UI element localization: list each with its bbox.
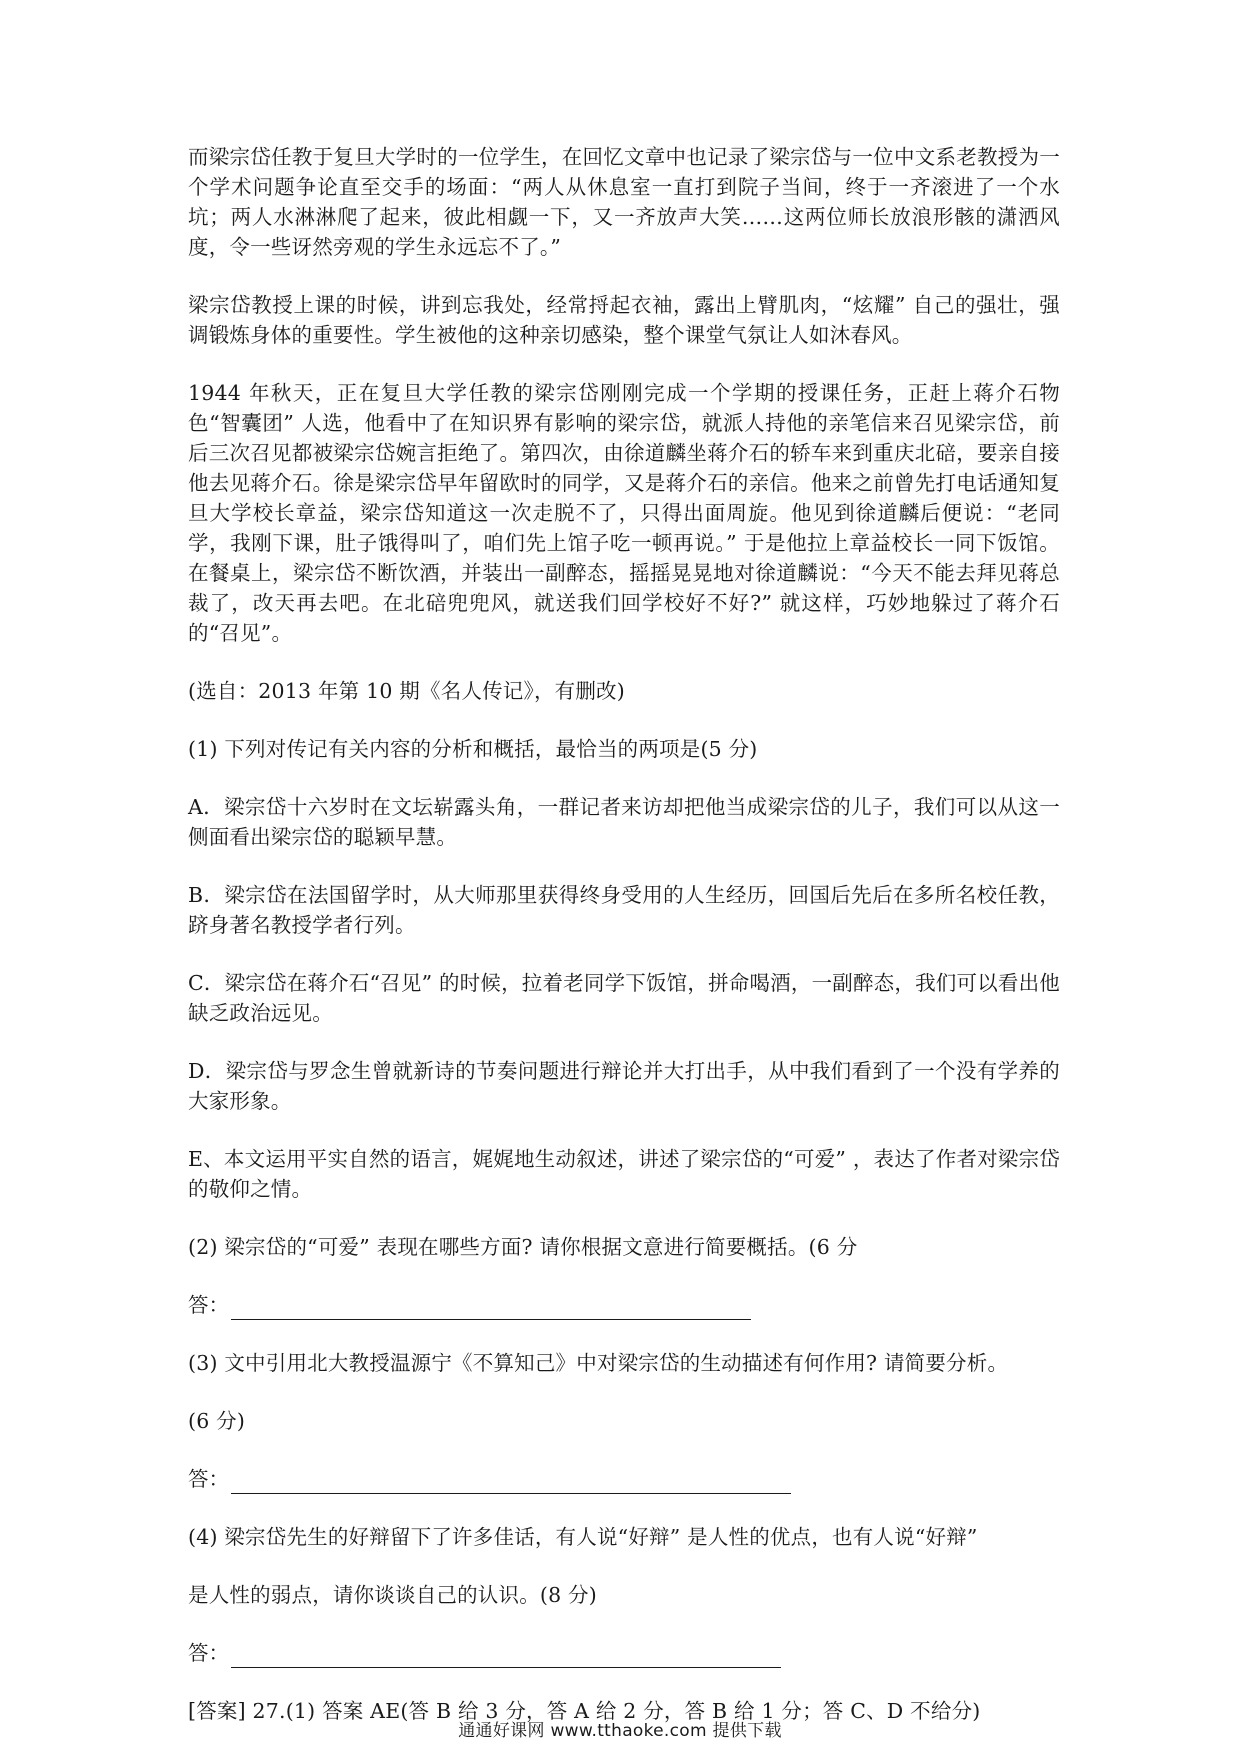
answer-blank[interactable] xyxy=(231,1645,781,1668)
question-3-score: (6 分) xyxy=(188,1409,246,1433)
paragraph-classroom: 梁宗岱教授上课的时候，讲到忘我处，经常捋起衣袖，露出上臂肌肉，“炫耀” 自己的强壮，强调锻炼身体的重要性。学生被他的这种亲切感染，整个课堂气氛让人如沐春风。 xyxy=(188,293,1060,347)
option-d: D．梁宗岱与罗念生曾就新诗的节奏问题进行辩论并大打出手，从中我们看到了一个没有学养的大家形象。 xyxy=(188,1059,1060,1113)
answer-blank[interactable] xyxy=(231,1471,791,1494)
paragraph-student-memoir: 而梁宗岱任教于复旦大学时的一位学生，在回忆文章中也记录了梁宗岱与一位中文系老教授为一个学术问题争论直至交手的场面：“两人从休息室一直打到院子当间，终于一齐滚进了一个水坑；两人水淋淋爬了起来，彼此相觑一下，又一齐放声大笑……这两位师长放浪形骸的潇洒风度，令一些讶然旁观的学生永远忘不了。” xyxy=(188,145,1060,259)
page-footer: 通通好课网 www.tthaoke.com 提供下载 xyxy=(458,1721,782,1741)
option-c: C．梁宗岱在蒋介石“召见” 的时候，拉着老同学下饭馆，拼命喝酒，一副醉态，我们可以看出他缺乏政治远见。 xyxy=(188,971,1060,1025)
document-page xyxy=(188,142,1060,1754)
question-1-stem: (1) 下列对传记有关内容的分析和概括，最恰当的两项是(5 分) xyxy=(188,737,758,761)
question-2-stem: (2) 梁宗岱的“可爱” 表现在哪些方面? 请你根据文意进行简要概括。(6 分 xyxy=(188,1235,858,1259)
answer-key: [答案] 27.(1) 答案 AE(答 B 给 3 分，答 A 给 2 分，答 B 给 1 分；答 C、D 不给分) xyxy=(188,1699,981,1723)
option-a: A．梁宗岱十六岁时在文坛崭露头角，一群记者来访却把他当成梁宗岱的儿子，我们可以从这一侧面看出梁宗岱的聪颖早慧。 xyxy=(188,795,1060,849)
answer-line-q2[interactable] xyxy=(188,1290,1060,1320)
answer-label: 答： xyxy=(188,1293,229,1317)
answer-label: 答： xyxy=(188,1467,229,1491)
option-e: E、本文运用平实自然的语言，娓娓地生动叙述，讲述了梁宗岱的“可爱” ，表达了作者对梁宗岱的敬仰之情。 xyxy=(188,1147,1060,1201)
question-4-stem: (4) 梁宗岱先生的好辩留下了许多佳话，有人说“好辩” 是人性的优点，也有人说“好辩” xyxy=(188,1525,978,1549)
answer-line-q4[interactable] xyxy=(188,1638,1060,1668)
answer-line-q3[interactable] xyxy=(188,1464,1060,1494)
paragraph-1944: 1944 年秋天，正在复旦大学任教的梁宗岱刚刚完成一个学期的授课任务，正赶上蒋介石物色“智囊团” 人选，他看中了在知识界有影响的梁宗岱，就派人持他的亲笔信来召见梁宗岱，前后三次召见都被梁宗岱婉言拒绝了。第四次，由徐道麟坐蒋介石的轿车来到重庆北碚，要亲自接他去见蒋介石。徐是梁宗岱早年留欧时的同学，又是蒋介石的亲信。他来之前曾先打电话通知复旦大学校长章益，梁宗岱知道这一次走脱不了，只得出面周旋。他见到徐道麟后便说：“老同学，我刚下课，肚子饿得叫了，咱们先上馆子吃一顿再说。” 于是他拉上章益校长一同下饭馆。在餐桌上，梁宗岱不断饮酒，并装出一副醉态，摇摇晃晃地对徐道麟说：“今天不能去拜见蒋总裁了，改天再去吧。在北碚兜兜风，就送我们回学校好不好?” 就这样，巧妙地躲过了蒋介石的“召见”。 xyxy=(188,381,1060,645)
source-citation: (选自：2013 年第 10 期《名人传记》，有删改) xyxy=(188,679,625,703)
answer-label: 答： xyxy=(188,1641,229,1665)
question-4-continuation: 是人性的弱点，请你谈谈自己的认识。(8 分) xyxy=(188,1583,597,1607)
option-b: B．梁宗岱在法国留学时，从大师那里获得终身受用的人生经历，回国后先后在多所名校任教，跻身著名教授学者行列。 xyxy=(188,883,1060,937)
answer-blank[interactable] xyxy=(231,1297,751,1320)
question-3-stem: (3) 文中引用北大教授温源宁《不算知己》中对梁宗岱的生动描述有何作用? 请简要分析。 xyxy=(188,1351,1009,1375)
